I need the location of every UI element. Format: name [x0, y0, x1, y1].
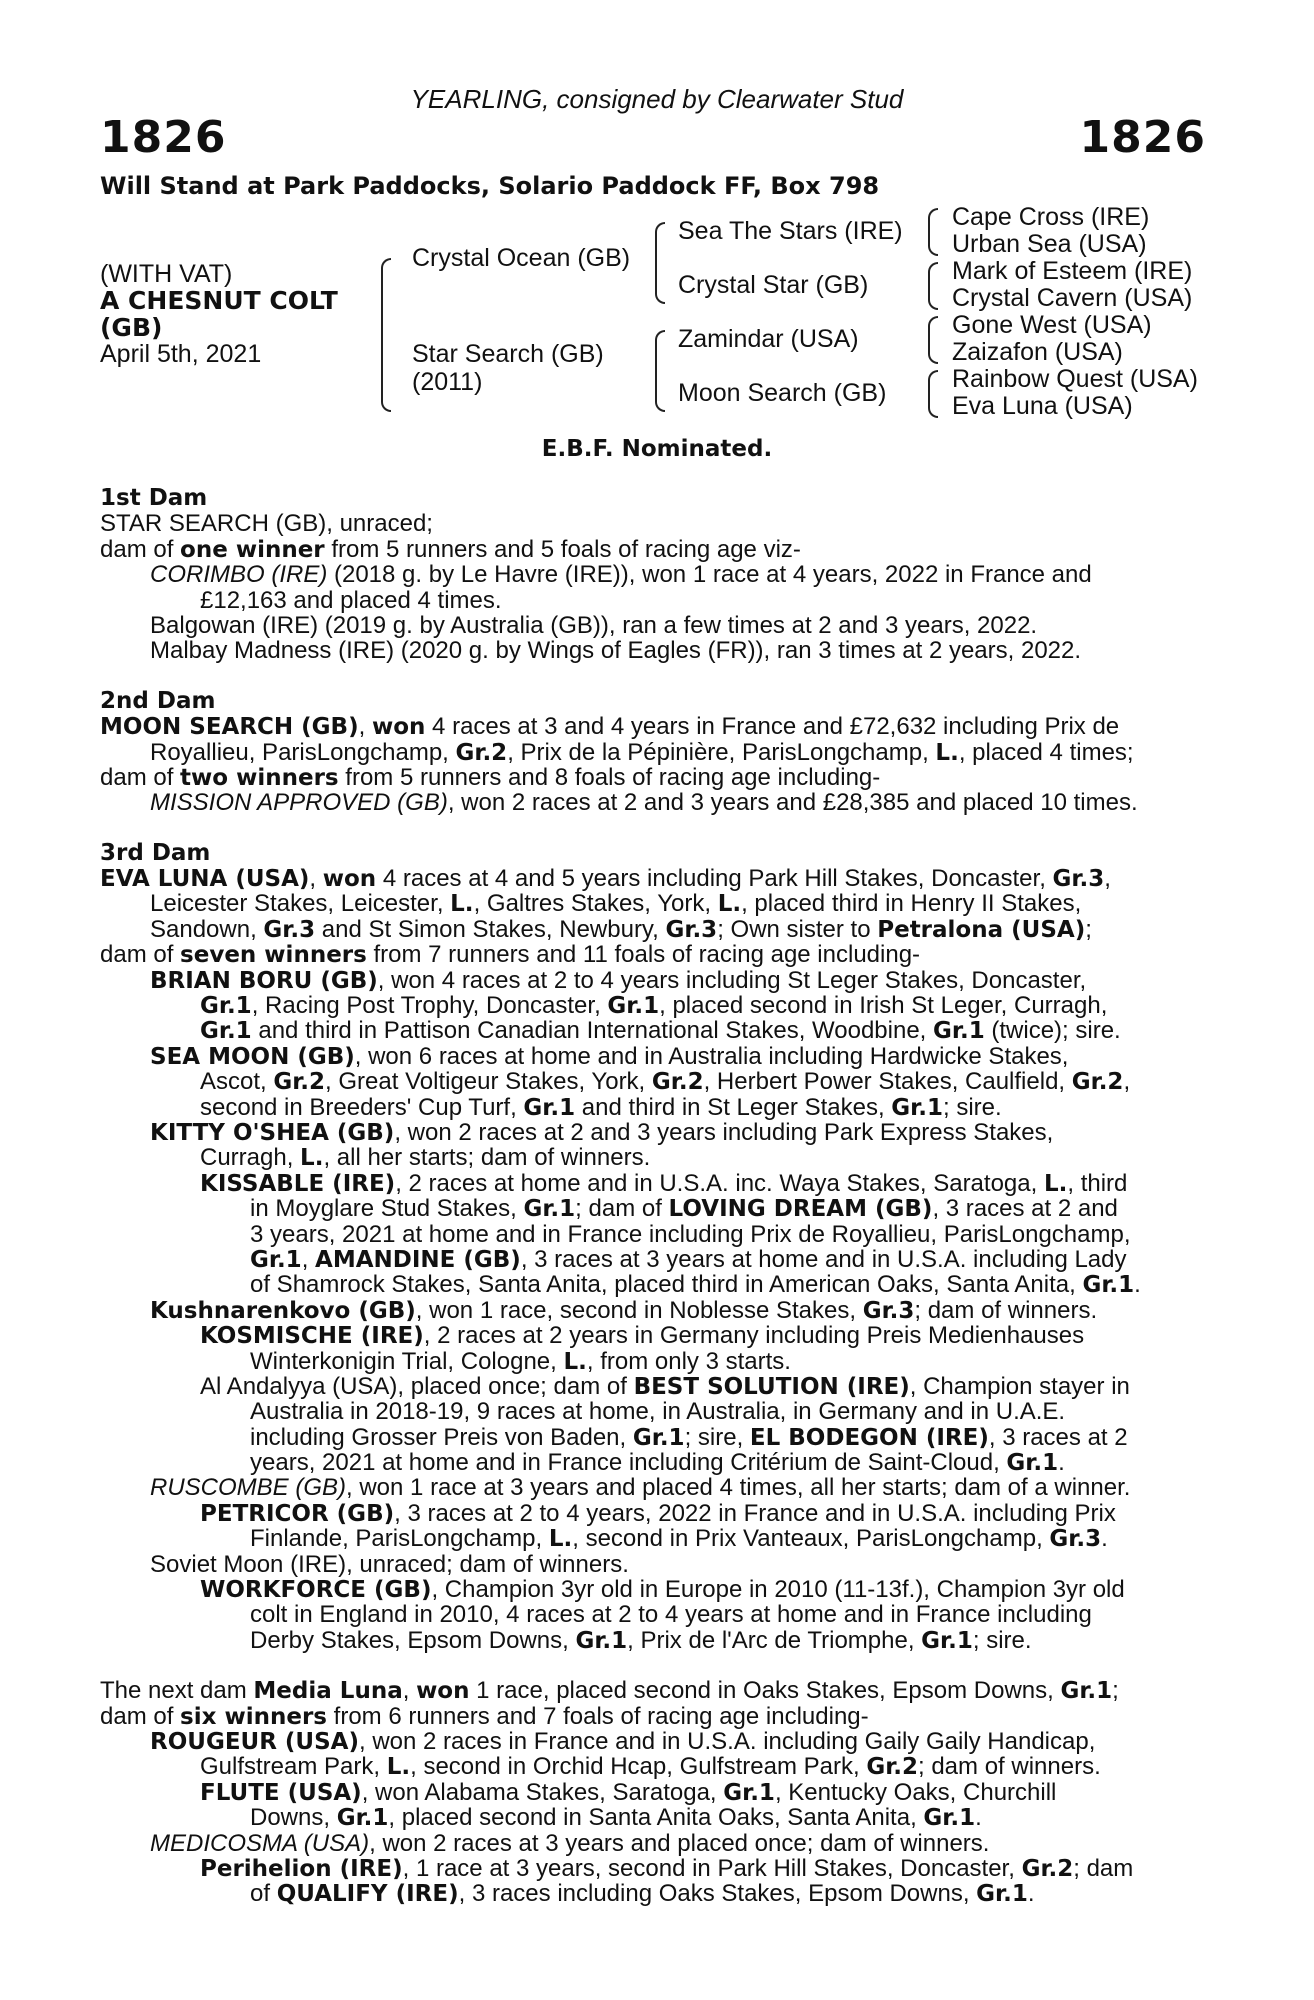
third-dam-line: Leicester Stakes, Leicester, L., Galtres Stakes, York, L., placed third in Henry II Stakes, [150, 890, 1082, 918]
next-dam-line: The next dam Media Luna, won 1 race, placed second in Oaks Stakes, Epsom Downs, Gr.1; [100, 1677, 1119, 1705]
foaling-date: April 5th, 2021 [100, 340, 262, 368]
pedigree-dam-sire: Zamindar (USA) [678, 325, 859, 353]
second-dam-line: MOON SEARCH (GB), won 4 races at 3 and 4 years in France and £72,632 including Prix de [100, 713, 1120, 741]
third-dam-line: KITTY O'SHEA (GB), won 2 races at 2 and 3 years including Park Express Stakes, [150, 1118, 1054, 1146]
first-dam-line: CORIMBO (IRE) (2018 g. by Le Havre (IRE)), won 1 race at 4 years, 2022 in France and [150, 561, 1092, 589]
next-dam-line: MEDICOSMA (USA), won 2 races at 3 years and placed once; dam of winners. [150, 1829, 990, 1857]
ebf-nominated: E.B.F. Nominated. [541, 436, 773, 462]
pedigree-brace-dd [928, 370, 938, 418]
second-dam-line: Royallieu, ParisLongchamp, Gr.2, Prix de la Pépinière, ParisLongchamp, L., placed 4 times; [150, 738, 1134, 766]
third-dam-line: dam of seven winners from 7 runners and 11 foals of racing age including- [100, 941, 921, 969]
third-dam-line: Australia in 2018-19, 9 races at home, in Australia, in Germany and in U.A.E. [250, 1398, 1066, 1426]
third-dam-line: KOSMISCHE (IRE), 2 races at 2 years in Germany including Preis Medienhauses [200, 1322, 1085, 1350]
third-dam-line: Ascot, Gr.2, Great Voltigeur Stakes, York, Gr.2, Herbert Power Stakes, Caulfield, Gr.2, [200, 1068, 1131, 1096]
consignment-line: YEARLING, consigned by Clearwater Stud [410, 84, 904, 114]
third-dam-line: WORKFORCE (GB), Champion 3yr old in Europe in 2010 (11-13f.), Champion 3yr old [200, 1576, 1125, 1604]
third-dam-line: Curragh, L., all her starts; dam of winners. [200, 1144, 651, 1172]
next-dam-line: dam of six winners from 6 runners and 7 foals of racing age including- [100, 1702, 869, 1730]
second-dam-heading: 2nd Dam [100, 687, 216, 714]
third-dam-line: SEA MOON (GB), won 6 races at home and in Australia including Hardwicke Stakes, [150, 1042, 1069, 1070]
next-dam-line: Downs, Gr.1, placed second in Santa Anita Oaks, Santa Anita, Gr.1. [250, 1804, 982, 1832]
pedigree-dss: Gone West (USA) [952, 311, 1152, 339]
third-dam-line: Winterkonigin Trial, Cologne, L., from only 3 starts. [250, 1347, 791, 1375]
pedigree-dam-dam: Moon Search (GB) [678, 379, 887, 407]
third-dam-line: second in Breeders' Cup Turf, Gr.1 and third in St Leger Stakes, Gr.1; sire. [200, 1093, 1002, 1121]
first-dam-heading: 1st Dam [100, 485, 208, 511]
pedigree-ddd: Eva Luna (USA) [952, 392, 1133, 420]
pedigree-sire-sire: Sea The Stars (IRE) [678, 217, 903, 245]
lot-number-left: 1826 [100, 112, 227, 163]
second-dam-line: dam of two winners from 5 runners and 8 foals of racing age including- [100, 763, 881, 791]
third-dam-line: Al Andalyya (USA), placed once; dam of BEST SOLUTION (IRE), Champion stayer in [200, 1372, 1130, 1400]
next-dam-line: FLUTE (USA), won Alabama Stakes, Saratoga, Gr.1, Kentucky Oaks, Churchill [200, 1778, 1057, 1806]
third-dam-line: Gr.1 and third in Pattison Canadian International Stakes, Woodbine, Gr.1 (twice); sire. [200, 1017, 1121, 1045]
pedigree-brace-ss [928, 208, 938, 256]
lot-number-right: 1826 [1079, 112, 1206, 163]
catalogue-body [100, 486, 1205, 1907]
pedigree-dam: Star Search (GB) [412, 340, 604, 368]
third-dam-line: BRIAN BORU (GB), won 4 races at 2 to 4 years including St Leger Stakes, Doncaster, [150, 966, 1087, 994]
third-dam-line: in Moyglare Stud Stakes, Gr.1; dam of LOVING DREAM (GB), 3 races at 2 and [250, 1195, 1118, 1223]
first-dam-line: Balgowan (IRE) (2019 g. by Australia (GB)), ran a few times at 2 and 3 years, 2022. [150, 611, 1038, 639]
pedigree-dsd: Zaizafon (USA) [952, 338, 1123, 366]
third-dam-line: KISSABLE (IRE), 2 races at home and in U.S.A. inc. Waya Stakes, Saratoga, L., third [200, 1169, 1128, 1197]
pedigree-brace-dam [655, 330, 665, 412]
pedigree-sdd: Crystal Cavern (USA) [952, 284, 1193, 312]
first-dam-line: Malbay Madness (IRE) (2020 g. by Wings of Eagles (FR)), ran 3 times at 2 years, 2022. [150, 637, 1082, 665]
third-dam-line: Kushnarenkovo (GB), won 1 race, second in Noblesse Stakes, Gr.3; dam of winners. [150, 1296, 1098, 1324]
stabling-info: Will Stand at Park Paddocks, Solario Paddock FF, Box 798 [100, 172, 880, 200]
pedigree-brace-ds [928, 316, 938, 364]
third-dam-line: 3 years, 2021 at home and in France including Prix de Royallieu, ParisLongchamp, [250, 1220, 1131, 1248]
pedigree-sire-dam: Crystal Star (GB) [678, 271, 869, 299]
next-dam-line: of QUALIFY (IRE), 3 races including Oaks Stakes, Epsom Downs, Gr.1. [250, 1880, 1035, 1908]
third-dam-line: Gr.1, Racing Post Trophy, Doncaster, Gr.1, placed second in Irish St Leger, Curragh, [200, 992, 1108, 1020]
pedigree-sire: Crystal Ocean (GB) [412, 244, 631, 272]
third-dam-line: Gr.1, AMANDINE (GB), 3 races at 3 years at home and in U.S.A. including Lady [250, 1245, 1127, 1273]
pedigree-dam-year: (2011) [412, 368, 483, 396]
horse-name-country: (GB) [100, 313, 163, 342]
vat-status: (WITH VAT) [100, 260, 233, 288]
third-dam-line: PETRICOR (GB), 3 races at 2 to 4 years, 2022 in France and in U.S.A. including Prix [200, 1499, 1116, 1527]
third-dam-line: RUSCOMBE (GB), won 1 race at 3 years and placed 4 times, all her starts; dam of a winner. [150, 1474, 1131, 1502]
pedigree-dds: Rainbow Quest (USA) [952, 365, 1198, 393]
pedigree-sds: Mark of Esteem (IRE) [952, 257, 1193, 285]
first-dam-line: STAR SEARCH (GB), unraced; [100, 510, 433, 538]
pedigree-ssd: Urban Sea (USA) [952, 230, 1147, 258]
next-dam-line: Perihelion (IRE), 1 race at 3 years, second in Park Hill Stakes, Doncaster, Gr.2; dam [200, 1854, 1134, 1882]
third-dam-line: colt in England in 2010, 4 races at 2 to 4 years at home and in France including [250, 1601, 1092, 1629]
pedigree-brace-1 [381, 258, 391, 412]
third-dam-heading: 3rd Dam [100, 839, 211, 866]
next-dam-line: Gulfstream Park, L., second in Orchid Hcap, Gulfstream Park, Gr.2; dam of winners. [200, 1753, 1101, 1781]
horse-name: A CHESNUT COLT [100, 286, 338, 315]
third-dam-line: Sandown, Gr.3 and St Simon Stakes, Newbury, Gr.3; Own sister to Petralona (USA); [150, 915, 1092, 943]
next-dam-line: ROUGEUR (USA), won 2 races in France and in U.S.A. including Gaily Gaily Handicap, [150, 1727, 1096, 1755]
third-dam-line: including Grosser Preis von Baden, Gr.1; sire, EL BODEGON (IRE), 3 races at 2 [250, 1423, 1128, 1451]
pedigree-brace-sd [928, 262, 938, 310]
third-dam-line: Derby Stakes, Epsom Downs, Gr.1, Prix de l'Arc de Triomphe, Gr.1; sire. [250, 1626, 1032, 1654]
third-dam-line: of Shamrock Stakes, Santa Anita, placed third in American Oaks, Santa Anita, Gr.1. [250, 1271, 1141, 1299]
pedigree-brace-sire [655, 222, 665, 304]
pedigree-sss: Cape Cross (IRE) [952, 203, 1150, 231]
second-dam-line: MISSION APPROVED (GB), won 2 races at 2 and 3 years and £28,385 and placed 10 times. [150, 789, 1138, 817]
first-dam-line: dam of one winner from 5 runners and 5 foals of racing age viz- [100, 535, 801, 563]
third-dam-line: years, 2021 at home and in France including Critérium de Saint-Cloud, Gr.1. [250, 1449, 1065, 1477]
third-dam-line: EVA LUNA (USA), won 4 races at 4 and 5 years including Park Hill Stakes, Doncaster, Gr.3, [100, 865, 1111, 893]
third-dam-line: Finlande, ParisLongchamp, L., second in Prix Vanteaux, ParisLongchamp, Gr.3. [250, 1525, 1108, 1553]
third-dam-line: Soviet Moon (IRE), unraced; dam of winners. [150, 1550, 629, 1578]
first-dam-line: £12,163 and placed 4 times. [200, 586, 502, 614]
